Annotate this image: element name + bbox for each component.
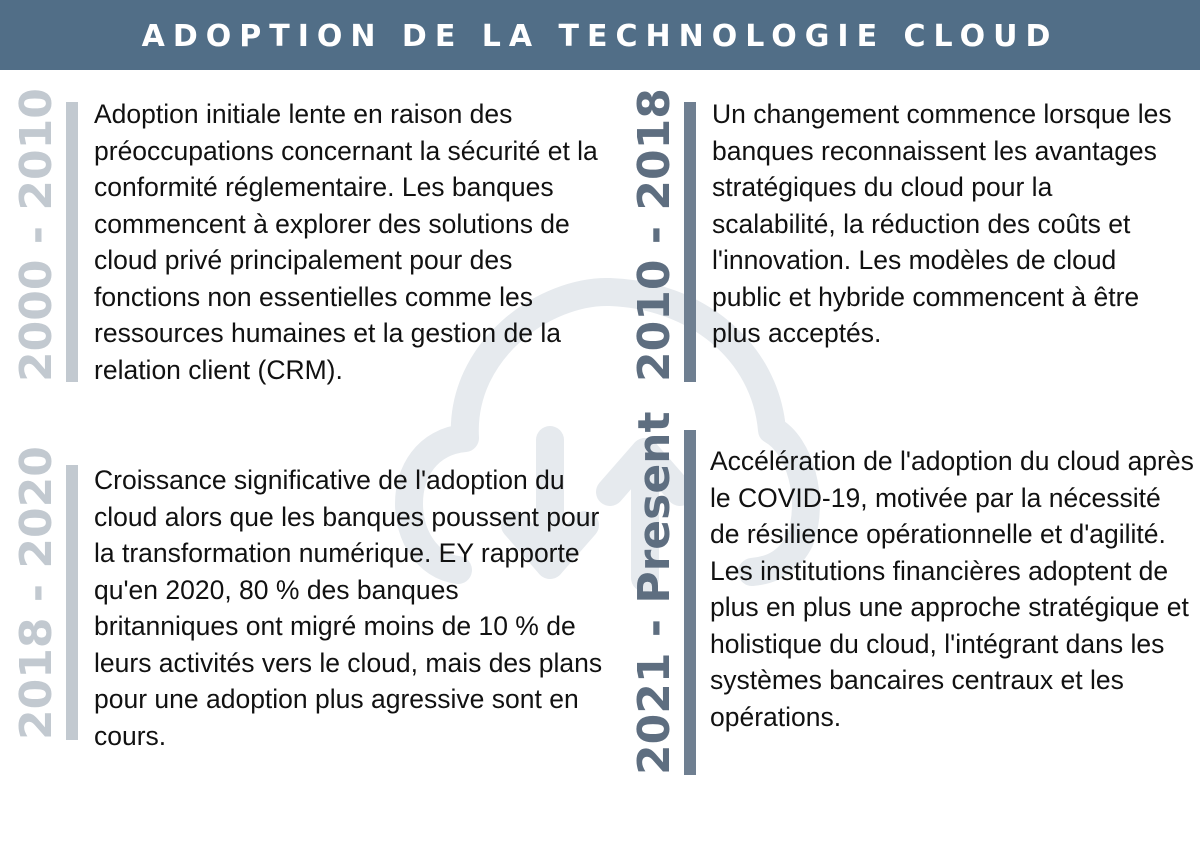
timeline-description: Adoption initiale lente en raison des préoccupations concernant la sécurité et la conformité réglementaire. Les banques commencent à explorer des solutions de cloud privé principalement pour des fonctions non essentielles comme les ressources humaines et la gestion de la relation client (CRM). — [94, 99, 598, 385]
timeline-card-2021-present — [629, 411, 1195, 775]
timeline-bar — [66, 102, 78, 382]
timeline-bar — [684, 430, 696, 775]
page-title: ADOPTION DE LA TECHNOLOGIE CLOUD — [141, 19, 1059, 54]
timeline-card-2000-2010 — [11, 88, 612, 385]
timeline-period: 2010 - 2018 — [629, 88, 680, 382]
timeline-description: Accélération de l'adoption du cloud après le COVID-19, motivée par la nécessité de résilience opérationnelle et d'agilité. Les institutions financières adoptent de plus en plus une approche stratégique et holistique du cloud, l'intégrant dans les systèmes bancaires centraux et les opérations. — [710, 446, 1194, 732]
timeline-bar — [66, 465, 78, 740]
timeline-period: 2018 - 2020 — [11, 446, 62, 740]
timeline-card-2018-2020 — [11, 446, 612, 751]
timeline-card-2010-2018 — [629, 88, 1195, 382]
timeline-description: Croissance significative de l'adoption du cloud alors que les banques poussent pour la transformation numérique. EY rapporte qu'en 2020, 80 % des banques britanniques ont migré moins de 10 % de leurs activités vers le cloud, mais des plans pour une adoption plus agressive sont en cours. — [94, 465, 603, 751]
timeline-period: 2021 - Present — [629, 411, 680, 775]
timeline-description: Un changement commence lorsque les banques reconnaissent les avantages stratégiques du cloud pour la scalabilité, la réduction des coûts et l'innovation. Les modèles de cloud public et hybride commencent à être plus acceptés. — [712, 99, 1172, 348]
timeline-period: 2000 - 2010 — [11, 88, 62, 382]
timeline-bar — [684, 102, 696, 382]
